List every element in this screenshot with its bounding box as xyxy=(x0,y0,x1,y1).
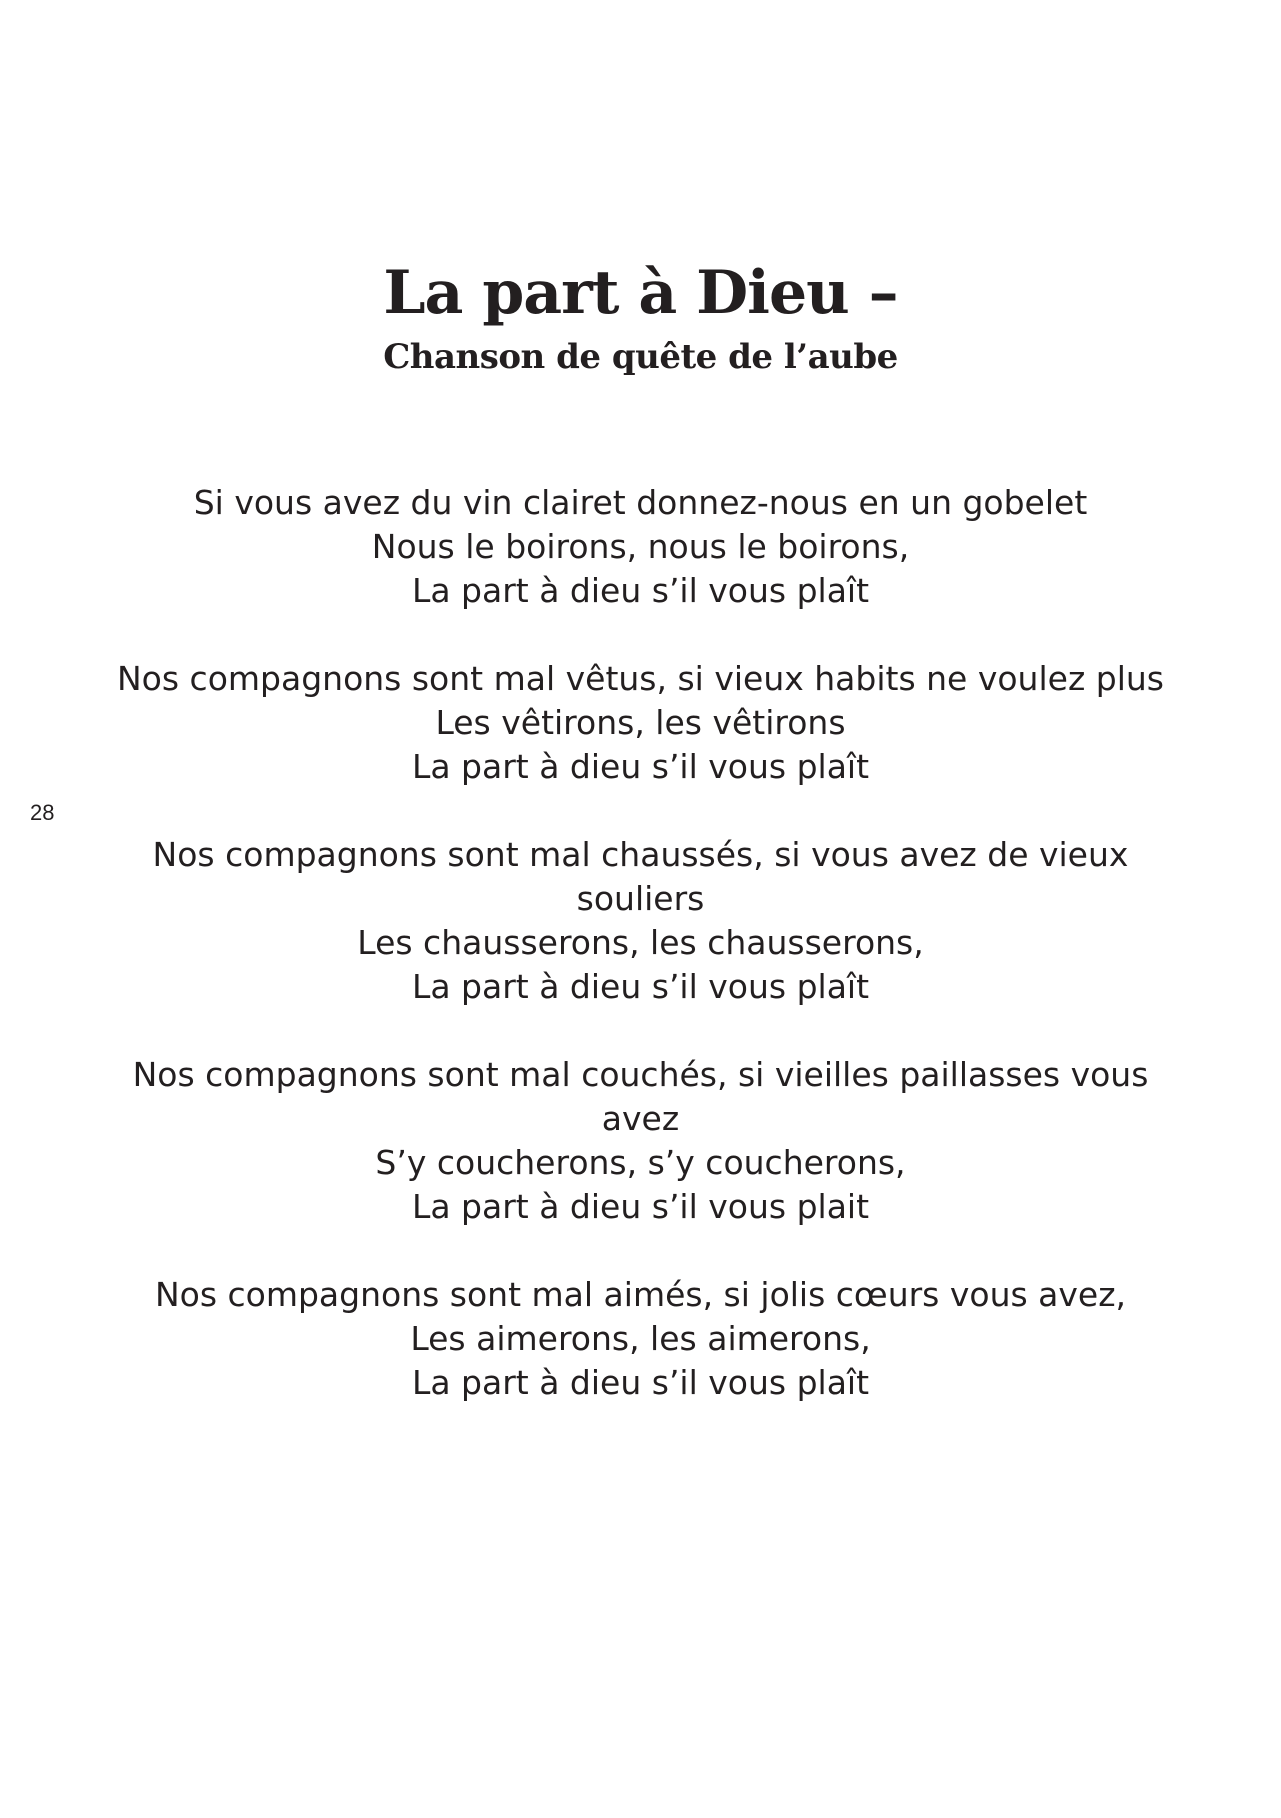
lyric-line: Les vêtirons, les vêtirons xyxy=(435,703,846,742)
lyrics-body xyxy=(70,481,1211,1449)
lyric-line: souliers xyxy=(576,879,705,918)
stanza-1 xyxy=(70,481,1211,613)
page-number: 28 xyxy=(30,800,55,825)
stanza-5 xyxy=(70,1273,1211,1405)
lyric-line: Nos compagnons sont mal aimés, si jolis cœurs vous avez, xyxy=(154,1275,1127,1314)
lyric-line: La part à dieu s’il vous plaît xyxy=(411,967,870,1006)
lyric-line: Nous le boirons, nous le boirons, xyxy=(371,527,910,566)
stanza-3 xyxy=(70,833,1211,1009)
lyric-line: S’y coucherons, s’y coucherons, xyxy=(375,1143,906,1182)
lyric-line: La part à dieu s’il vous plait xyxy=(411,1187,870,1226)
song-subtitle: Chanson de quête de l’aube xyxy=(383,337,898,377)
lyric-line: Les chausserons, les chausserons, xyxy=(357,923,924,962)
lyric-line: Si vous avez du vin clairet donnez-nous en un gobelet xyxy=(193,483,1088,522)
song-title: La part à Dieu – xyxy=(383,258,898,328)
lyric-line: Les aimerons, les aimerons, xyxy=(410,1319,871,1358)
lyric-line: Nos compagnons sont mal couchés, si vieilles paillasses vous xyxy=(132,1055,1149,1094)
stanza-2 xyxy=(70,657,1211,789)
lyric-line: avez xyxy=(601,1099,680,1138)
lyric-line: La part à dieu s’il vous plaît xyxy=(411,747,870,786)
stanza-4 xyxy=(70,1053,1211,1229)
lyric-line: Nos compagnons sont mal chaussés, si vous avez de vieux xyxy=(152,835,1129,874)
lyric-line: Nos compagnons sont mal vêtus, si vieux habits ne voulez plus xyxy=(117,659,1164,698)
lyric-line: La part à dieu s’il vous plaît xyxy=(411,1363,870,1402)
lyric-line: La part à dieu s’il vous plaît xyxy=(411,571,870,610)
